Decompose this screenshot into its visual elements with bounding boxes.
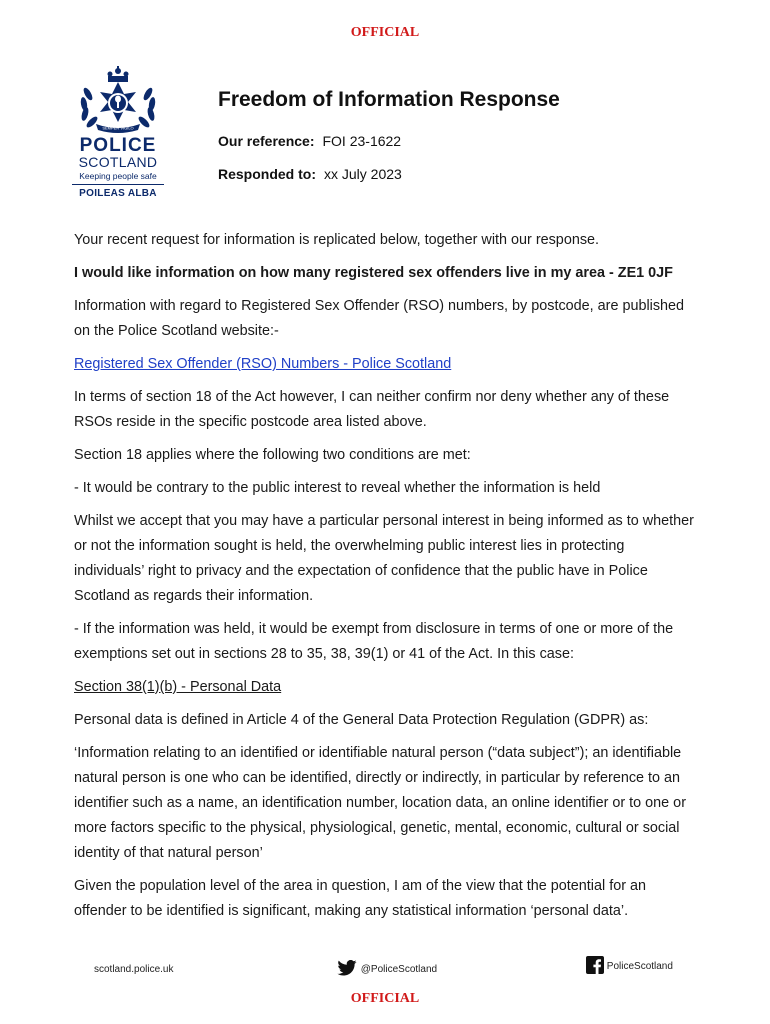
facebook-page: PoliceScotland bbox=[606, 961, 673, 973]
logo-scotland-text: SCOTLAND bbox=[78, 154, 158, 170]
logo-police-text: POLICE bbox=[79, 135, 157, 156]
footer-website[interactable]: scotland.police.uk bbox=[94, 964, 174, 975]
condition-two: - If the information was held, it would be exempt from disclosure in terms of one or more of the exemptions set out in sections 28 to 35, 38, 39(1) or 41 of the Act. In this case: bbox=[74, 621, 674, 662]
request-text: I would like information on how many registered sex offenders live in my area - ZE1 0JF bbox=[74, 265, 673, 281]
reference-value: FOI 23-1622 bbox=[322, 133, 402, 149]
section18-paragraph: In terms of section 18 of the Act however, I can neither confirm nor deny whether any of these RSOs reside in the specific postcode area listed above. bbox=[74, 389, 670, 430]
condition-one: - It would be contrary to the public interest to reveal whether the information is held bbox=[74, 480, 601, 496]
logo-gaelic-text: POILEAS ALBA bbox=[79, 188, 157, 199]
rso-info-paragraph: Information with regard to Registered Sex Offender (RSO) numbers, by postcode, are published on the Police Scotland website:- bbox=[74, 298, 685, 339]
footer-facebook[interactable] bbox=[586, 956, 673, 977]
official-marking-top: OFFICIAL bbox=[350, 25, 420, 40]
logo-tagline: Keeping people safe bbox=[79, 171, 157, 181]
personal-data-definition-intro: Personal data is defined in Article 4 of the General Data Protection Regulation (GDPR) as: bbox=[74, 712, 649, 728]
rso-numbers-link[interactable]: Registered Sex Offender (RSO) Numbers - Police Scotland bbox=[74, 356, 452, 372]
intro-paragraph: Your recent request for information is replicated below, together with our response. bbox=[74, 232, 600, 248]
response-body bbox=[74, 228, 696, 932]
conditions-paragraph: Section 18 applies where the following two conditions are met: bbox=[74, 447, 471, 463]
police-crest-icon bbox=[66, 66, 170, 136]
logo-divider bbox=[72, 184, 164, 185]
facebook-icon bbox=[586, 956, 604, 977]
section-heading: Section 38(1)(b) - Personal Data bbox=[74, 679, 282, 695]
responded-row bbox=[218, 166, 402, 182]
police-scotland-logo bbox=[66, 66, 170, 204]
motto-text: SEMPER VIGILO bbox=[102, 125, 134, 131]
twitter-handle: @PoliceScotland bbox=[360, 964, 438, 976]
responded-label: Responded to: bbox=[218, 166, 316, 182]
gdpr-quote: ‘Information relating to an identified or identifiable natural person (“data subject”); an identifiable natural person is one who can be identified, directly or indirectly, in particular by reference to an identifier such as a name, an identification number, location data, an online identifier or to one or more factors specific to the physical, physiological, genetic, mental, economic, cultural or social identity of that natural person’ bbox=[74, 745, 686, 861]
official-marking-bottom: OFFICIAL bbox=[350, 991, 420, 1006]
population-paragraph: Given the population level of the area in question, I am of the view that the potential for an offender to be identified is significant, making any statistical information ‘personal data’. bbox=[74, 878, 646, 919]
reference-row bbox=[218, 133, 401, 149]
twitter-bird-icon bbox=[336, 960, 358, 979]
document-title: Freedom of Information Response bbox=[218, 88, 560, 111]
reference-label: Our reference: bbox=[218, 133, 315, 149]
public-interest-paragraph: Whilst we accept that you may have a particular personal interest in being informed as to whether or not the information sought is held, the overwhelming public interest lies in protecting individuals’ right to privacy and the expectation of confidence that the public have in Police Scotland as regards their information. bbox=[74, 513, 694, 604]
responded-value: xx July 2023 bbox=[324, 166, 402, 182]
footer-twitter[interactable] bbox=[336, 960, 437, 979]
